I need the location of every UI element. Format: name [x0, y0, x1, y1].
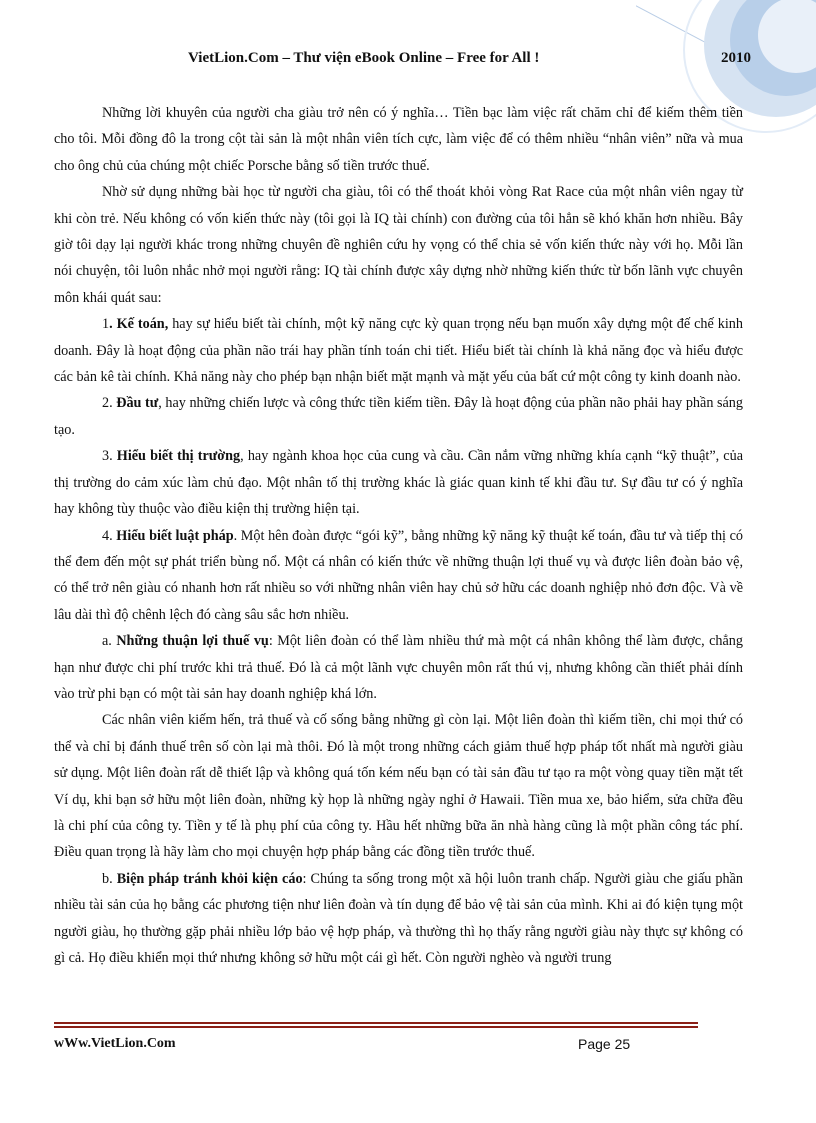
paragraph-text: , hay những chiến lược và công thức tiền kiếm tiền. Đây là hoạt động của phần não phải hay phần sáng tạo.	[54, 395, 743, 438]
item-number: 2.	[102, 395, 117, 412]
paragraph-investing	[54, 390, 743, 443]
paragraph-tax-advantages	[54, 628, 743, 707]
paragraph-law	[54, 523, 743, 629]
item-heading: . Kế toán,	[109, 316, 169, 333]
header-year: 2010	[721, 50, 751, 66]
item-number: 1	[102, 316, 110, 333]
item-heading: Biện pháp tránh khỏi kiện cáo	[116, 870, 303, 887]
paragraph-text: hay sự hiểu biết tài chính, một kỹ năng cực kỳ quan trọng nếu bạn muốn xây dựng một đế chế kinh doanh. Đây là hoạt động của phần não trái hay phần tính toán chi tiết. Hiểu biết tài chính là khả năng đọc và hiểu được các bản kê tài chính. Khả năng này cho phép bạn nhận biết mặt mạnh và mặt yếu của bất cứ một công ty kinh doanh nào.	[54, 316, 743, 386]
item-heading: Đầu tư	[116, 395, 159, 412]
rule-line	[54, 1026, 698, 1028]
paragraph-text: , hay ngành khoa học của cung và cầu. Cần nắm vững những khía cạnh “kỹ thuật”, của thị trường do cảm xúc làm chủ đạo. Một nhân tố thị trường khác là giác quan kinh tế khi đầu tư. Sự đầu tư có ý nghĩa hay không tùy thuộc vào điều kiện thị trường hiện tại.	[54, 448, 743, 518]
item-number: a.	[102, 633, 117, 650]
item-heading: Những thuận lợi thuế vụ	[116, 633, 269, 650]
item-number: 3.	[102, 448, 117, 465]
item-heading: Hiểu biết thị trường	[116, 448, 241, 465]
paragraph	[54, 100, 743, 179]
paragraph-markets	[54, 443, 743, 522]
header-title: VietLion.Com – Thư viện eBook Online – Free for All !	[188, 50, 540, 66]
paragraph-accounting	[54, 311, 743, 390]
paragraph	[54, 179, 743, 311]
paragraph-text: Các nhân viên kiếm hến, trả thuế và cố sống bằng những gì còn lại. Một liên đoàn thì kiếm tiền, chi mọi thứ có thể và chỉ bị đánh thuế trên số còn lại mà thôi. Đó là một trong những cách giảm thuế hợp pháp tốt nhất mà người giàu sử dụng. Một liên đoàn rất dễ thiết lập và không quá tốn kém nếu bạn có tài sản đầu tư tạo ra một vòng quay tiền mặt tết Ví dụ, khi bạn sở hữu một liên đoàn, những kỳ họp là những ngày nghỉ ở Hawaii. Tiền mua xe, bảo hiểm, sửa chữa đều là chi phí của công ty. Tiền y tế là phụ phí của công ty. Hầu hết những bữa ăn nhà hàng cũng là một phần công tác phí. Điều quan trọng là hãy làm cho mọi chuyện hợp pháp bằng các đồng tiền trước thuế.	[54, 712, 743, 861]
rule-line	[54, 1022, 698, 1024]
paragraph-text: : Một liên đoàn có thể làm nhiều thứ mà một cá nhân không thể làm được, chẳng hạn như được chi phí trước khi trả thuế. Đó là cả một lãnh vực chuyên môn rất thú vị, nhưng không cần thiết phải dính vào trừ phi bạn có một tài sản hay doanh nghiệp khá lớn.	[54, 633, 743, 702]
paragraph	[54, 707, 743, 865]
footer-site: wWw.VietLion.Com	[54, 1036, 176, 1051]
paragraph-lawsuit-protection	[54, 866, 743, 972]
paragraph-text: Nhờ sử dụng những bài học từ người cha giàu, tôi có thể thoát khỏi vòng Rat Race của một nhân viên ngay từ khi còn trẻ. Nếu không có vốn kiến thức này (tôi gọi là IQ tài chính) con đường của tôi hẳn sẽ khó khăn hơn nhiều. Bây giờ tôi dạy lại người khác trong những chuyên đề nghiên cứu hy vọng có thể chia sẻ vốn kiến thức này với họ. Mỗi lần nói chuyện, tôi luôn nhắc nhở mọi người rằng: IQ tài chính được xây dựng nhờ những kiến thức từ bốn lãnh vực chuyên môn khái quát sau:	[54, 184, 743, 306]
paragraph-text: Những lời khuyên của người cha giàu trở nên có ý nghĩa… Tiền bạc làm việc rất chăm chỉ để kiếm thêm tiền cho tôi. Mỗi đồng đô la trong cột tài sản là một nhân viên tích cực, làm việc để có thêm nhiều “nhân viên” nữa và mua cho ông chủ của chúng một chiếc Porsche bằng số tiền trước thuế.	[54, 105, 743, 174]
body-text	[54, 100, 743, 971]
paragraph-text: : Chúng ta sống trong một xã hội luôn tranh chấp. Người giàu che giấu phần nhiều tài sản của họ bằng các phương tiện như liên đoàn và tín dụng để bảo vệ tài sản của mình. Khi ai đó kiện tụng một người giàu, họ thường gặp phải nhiều lớp bảo vệ hợp pháp, và thường thì họ thấy rằng người giàu này thực sự không có gì cả. Họ điều khiển mọi thứ nhưng không sở hữu một cái gì hết. Còn người nghèo và người trung	[54, 870, 744, 966]
footer-rule	[54, 1022, 698, 1030]
paragraph-text: . Một hên đoàn được “gói kỹ”, bằng những kỹ năng kỹ thuật kế toán, đầu tư và tiếp thị có thể đem đến một sự phát triển bùng nổ. Một cá nhân có kiến thức về những thuận lợi thuế vụ và được liên đoàn bảo vệ, có thể trở nên giàu có nhanh hơn rất nhiều so với những nhân viên hay chủ sở hữu các doanh nghiệp nhỏ đơn độc. Và về lâu dài thì độ chênh lệch đó càng sâu sắc hơn nhiều.	[54, 527, 744, 623]
page-number: Page 25	[578, 1036, 631, 1052]
item-number: 4.	[102, 527, 117, 544]
item-heading: Hiểu biết luật pháp	[116, 527, 234, 544]
item-number: b.	[102, 870, 117, 887]
